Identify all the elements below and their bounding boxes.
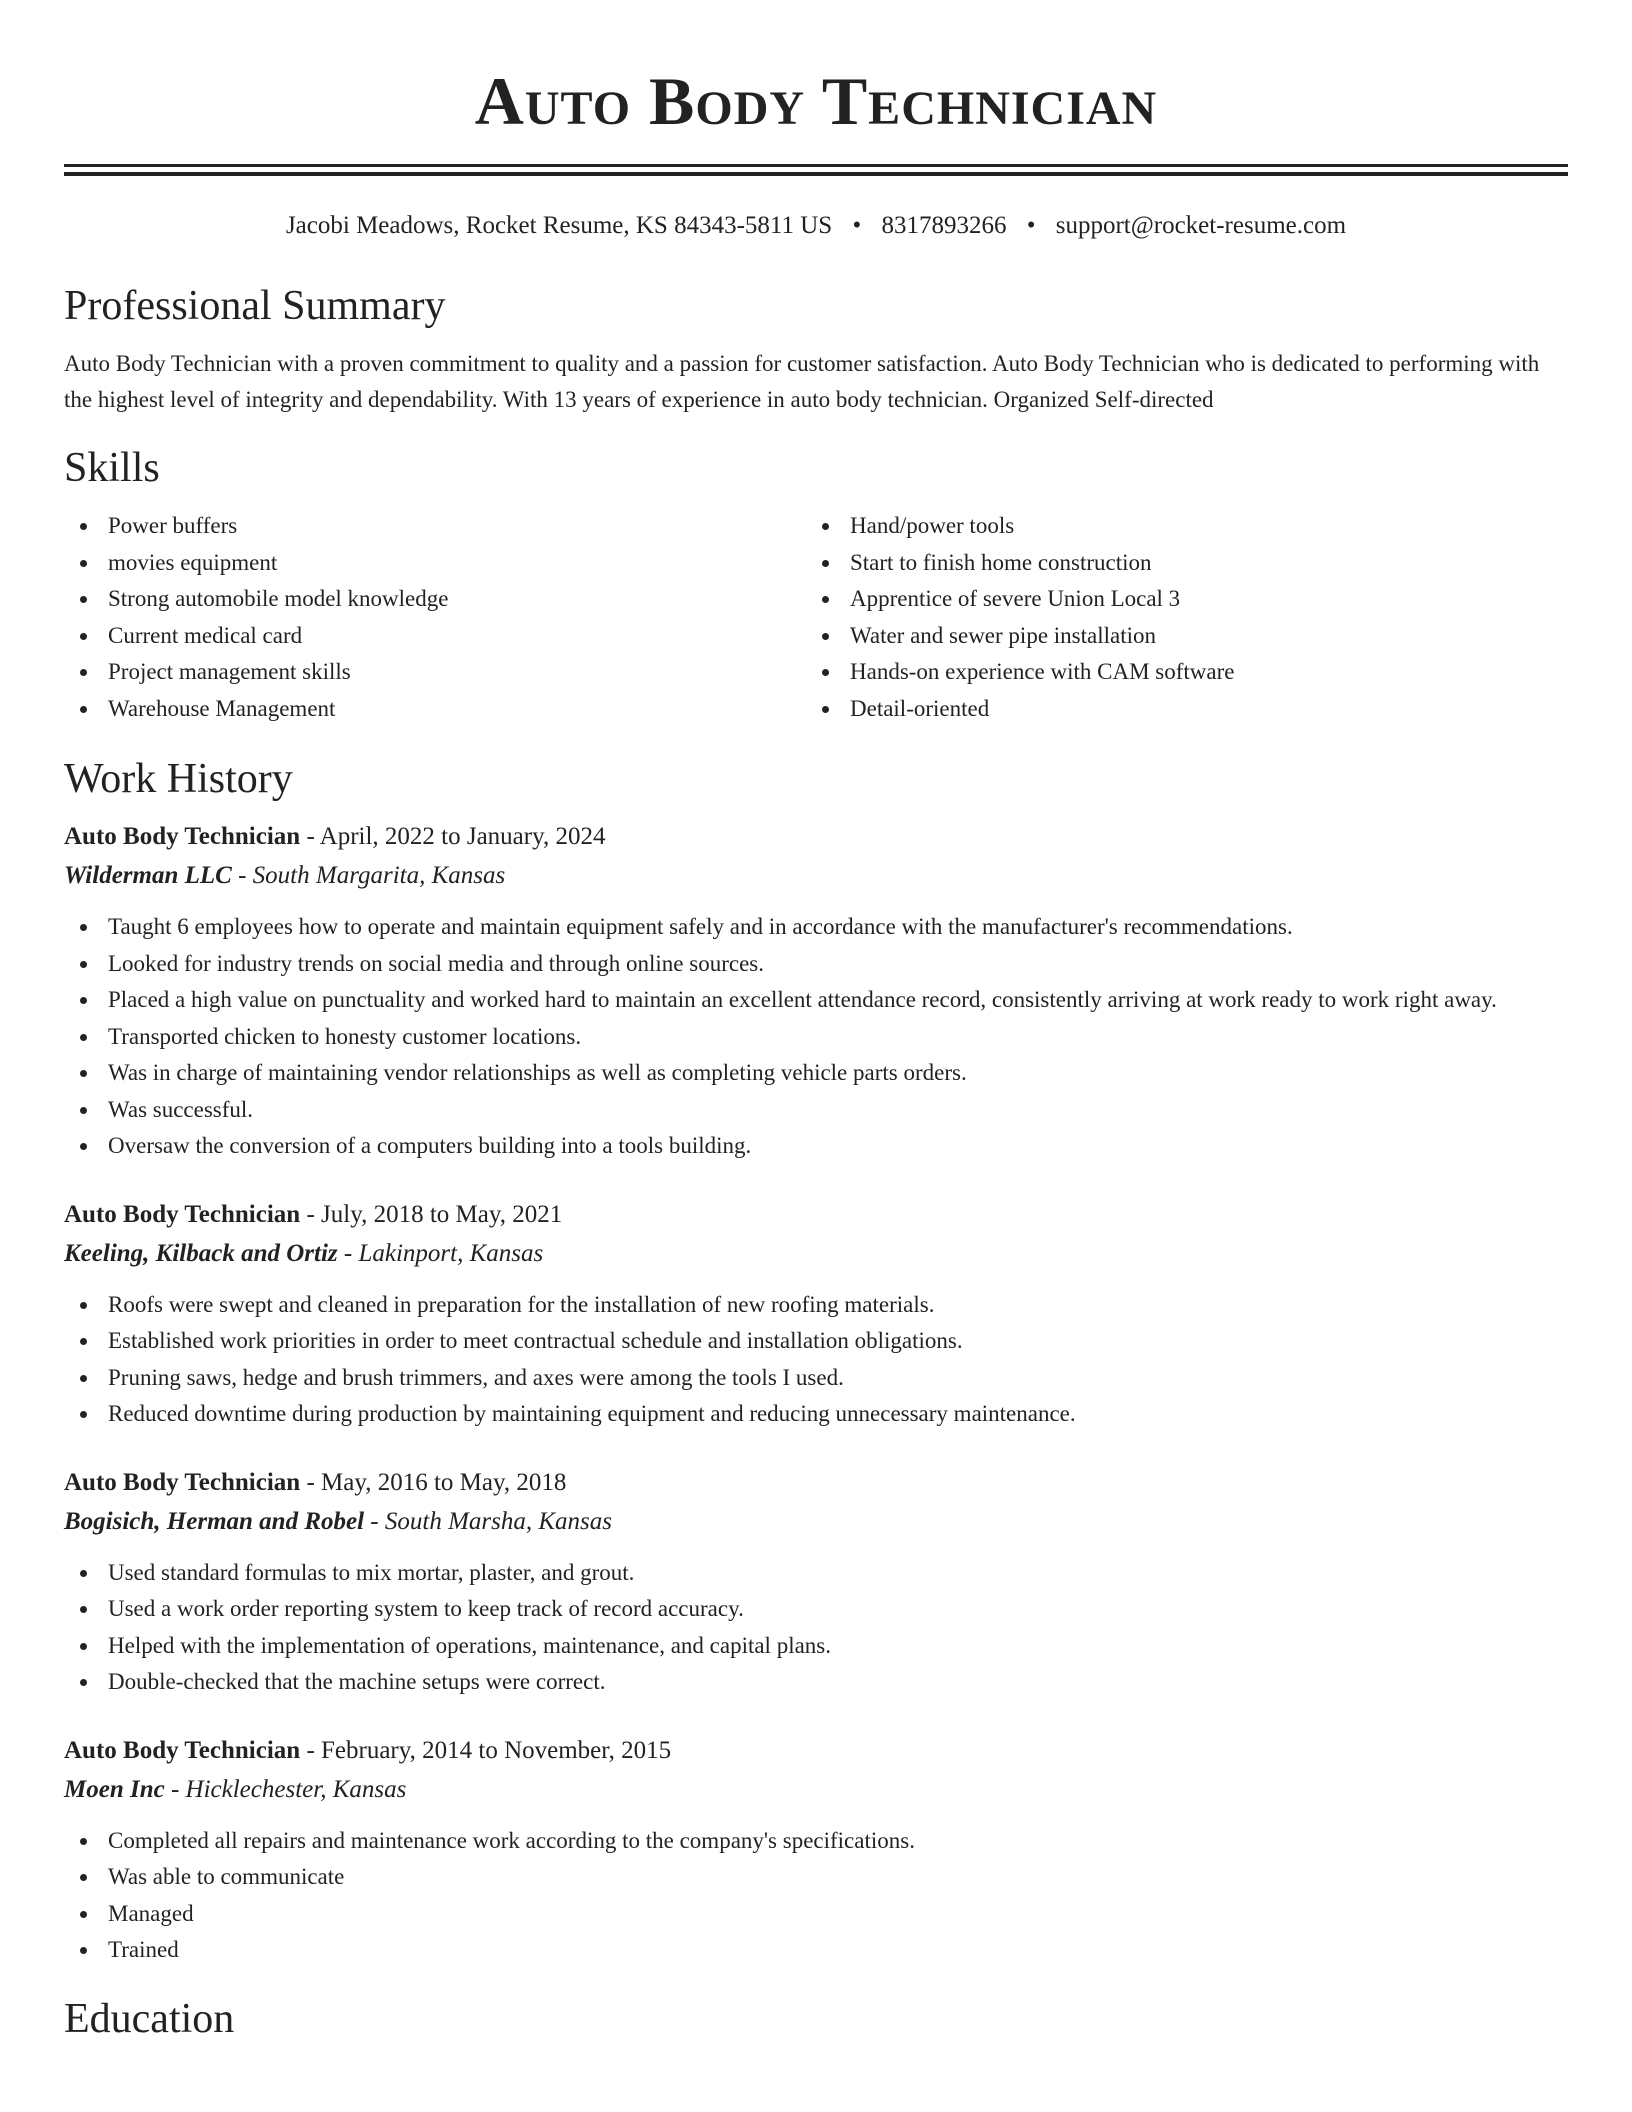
job-title: Auto Body Technician [64, 1468, 301, 1496]
contact-separator: • [1026, 212, 1036, 239]
job-entry [64, 1731, 1568, 1969]
job-bullet: Pruning saws, hedge and brush trimmers, and axes were among the tools I used. [64, 1360, 1568, 1397]
job-company: Moen Inc [64, 1775, 165, 1803]
job-title: Auto Body Technician [64, 1736, 301, 1764]
skill-item: Project management skills [64, 654, 806, 691]
job-dates: - April, 2022 to January, 2024 [300, 823, 606, 850]
contact-phone: 8317893266 [881, 212, 1007, 239]
job-title-line [64, 817, 1568, 857]
summary-text: Auto Body Technician with a proven commitment to quality and a passion for customer satisfaction. Auto Body Technician who is dedicated to performing with the highest level of integrity and dependability. With 13 years of experience in auto body technician. Organized Self-directed [64, 351, 1540, 412]
skill-item: Strong automobile model knowledge [64, 581, 806, 618]
job-company-line [64, 1503, 1568, 1541]
skill-item: Current medical card [64, 618, 806, 655]
job-bullet: Established work priorities in order to meet contractual schedule and installation obligations. [64, 1323, 1568, 1360]
job-bullet: Oversaw the conversion of a computers building into a tools building. [64, 1128, 1568, 1165]
job-company-line [64, 1235, 1568, 1273]
job-bullet: Taught 6 employees how to operate and maintain equipment safely and in accordance with the manufacturer's recommendations. [64, 909, 1568, 946]
job-company: Wilderman LLC [64, 862, 232, 889]
job-title-line [64, 1195, 1568, 1235]
job-dates: - May, 2016 to May, 2018 [300, 1468, 567, 1496]
job-bullets [64, 1823, 1568, 1969]
skills-right-list [806, 508, 1548, 727]
job-bullets [64, 1287, 1568, 1433]
education-heading: Education [64, 1995, 235, 2042]
contact-email: support@rocket-resume.com [1055, 212, 1347, 239]
job-bullet: Was in charge of maintaining vendor relationships as well as completing vehicle parts orders. [64, 1055, 1568, 1092]
job-bullet: Was successful. [64, 1092, 1568, 1129]
job-location: - Lakinport, Kansas [337, 1239, 544, 1267]
job-bullet: Roofs were swept and cleaned in preparation for the installation of new roofing materials. [64, 1287, 1568, 1324]
resume-title: Auto Body Technician [474, 63, 1158, 139]
skill-item: Hands-on experience with CAM software [806, 654, 1548, 691]
job-bullet: Managed [64, 1896, 1568, 1933]
job-company: Bogisich, Herman and Robel [64, 1507, 365, 1535]
job-bullet: Trained [64, 1932, 1568, 1969]
title-divider [64, 164, 1568, 176]
skill-item: Power buffers [64, 508, 806, 545]
job-location: - South Margarita, Kansas [231, 862, 506, 889]
skill-item: Water and sewer pipe installation [806, 618, 1548, 655]
job-title-line [64, 1463, 1568, 1503]
skill-item: movies equipment [64, 545, 806, 582]
skill-item: Apprentice of severe Union Local 3 [806, 581, 1548, 618]
job-company-line [64, 1771, 1568, 1809]
contact-line [64, 210, 1568, 242]
work-history-heading: Work History [64, 756, 293, 802]
skill-item: Hand/power tools [806, 508, 1548, 545]
skills-columns [64, 508, 1568, 727]
job-bullet: Reduced downtime during production by maintaining equipment and reducing unnecessary maintenance. [64, 1396, 1568, 1433]
job-bullet: Completed all repairs and maintenance work according to the company's specifications. [64, 1823, 1568, 1860]
summary-heading: Professional Summary [64, 283, 446, 329]
job-bullet: Helped with the implementation of operations, maintenance, and capital plans. [64, 1628, 1568, 1665]
skill-item: Start to finish home construction [806, 545, 1548, 582]
job-company: Keeling, Kilback and Ortiz [64, 1239, 338, 1267]
job-company-line [64, 857, 1568, 895]
contact-separator: • [852, 212, 862, 239]
skills-heading: Skills [64, 445, 160, 491]
job-entry [64, 1463, 1568, 1701]
job-location: - South Marsha, Kansas [364, 1507, 612, 1535]
job-bullet: Double-checked that the machine setups were correct. [64, 1664, 1568, 1701]
job-bullets [64, 909, 1568, 1165]
skill-item: Detail-oriented [806, 691, 1548, 728]
job-bullet: Was able to communicate [64, 1859, 1568, 1896]
job-title: Auto Body Technician [64, 1200, 301, 1228]
job-title-line [64, 1731, 1568, 1771]
job-bullet: Transported chicken to honesty customer locations. [64, 1019, 1568, 1056]
job-bullet: Used standard formulas to mix mortar, plaster, and grout. [64, 1555, 1568, 1592]
job-location: - Hicklechester, Kansas [164, 1775, 407, 1803]
job-bullet: Used a work order reporting system to keep track of record accuracy. [64, 1591, 1568, 1628]
job-dates: - July, 2018 to May, 2021 [300, 1200, 563, 1228]
skill-item: Warehouse Management [64, 691, 806, 728]
job-entry [64, 817, 1568, 1165]
job-bullet: Placed a high value on punctuality and worked hard to maintain an excellent attendance record, consistently arriving at work ready to work right away. [64, 982, 1568, 1019]
contact-address: Jacobi Meadows, Rocket Resume, KS 84343-5811 US [285, 212, 833, 239]
job-entry [64, 1195, 1568, 1433]
job-bullet: Looked for industry trends on social media and through online sources. [64, 946, 1568, 983]
skills-left-list [64, 508, 806, 727]
job-title: Auto Body Technician [64, 823, 301, 850]
job-bullets [64, 1555, 1568, 1701]
job-dates: - February, 2014 to November, 2015 [300, 1736, 672, 1764]
